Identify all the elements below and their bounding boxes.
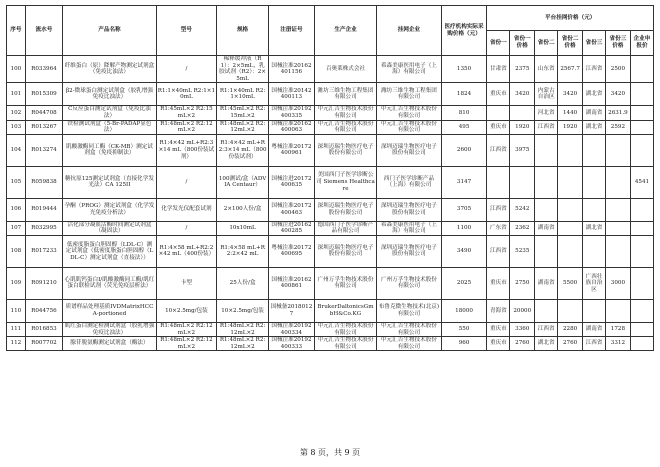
table-row (7, 134, 654, 166)
cell-reg: 国械备20180127 (269, 299, 315, 322)
cell-model: R1:4×58 mL+R2:2×42 mL（400份装） (156, 235, 216, 267)
cell-model: / (156, 221, 216, 235)
cell-flow: R033964 (25, 56, 62, 83)
cell-seq: 108 (7, 235, 26, 267)
cell-maker: 中元汇吉生物技术股份有限公司 (314, 337, 376, 351)
cell-price2 (558, 166, 583, 198)
table-row (7, 337, 654, 351)
cell-price3: 2592 (605, 120, 630, 134)
cell-company-apply (630, 120, 653, 134)
cell-lister: 中元汇吉生物技术股份有限公司 (377, 106, 441, 120)
cell-product: 低密度脂蛋白胆固醇（LDL-C）测定试剂盒（低密度脂蛋白胆固醇（LDL-C）测定试剂盒（直接法）） (63, 235, 157, 267)
header-spec: 规格 (217, 6, 269, 56)
cell-hospital-price: 3705 (441, 198, 487, 221)
cell-reg: 国械注进20172400635 (269, 166, 315, 198)
cell-hospital-price: 1100 (441, 221, 487, 235)
cell-spec: R1:48mL×2 R2:12mL×2 (217, 337, 269, 351)
header-product: 产品名称 (63, 6, 157, 56)
cell-province3 (583, 166, 606, 198)
cell-product: β2-微球蛋白测定试剂盒（胶乳增强免疫比浊法） (63, 83, 157, 106)
cell-reg: 粤械注准20172400695 (269, 235, 315, 267)
cell-seq: 109 (7, 267, 26, 299)
cell-province3 (583, 299, 606, 322)
cell-price3 (605, 299, 630, 322)
cell-hospital-price: 495 (441, 120, 487, 134)
cell-province2 (535, 299, 558, 322)
cell-price3: 2631.9 (605, 106, 630, 120)
table-row (7, 221, 654, 235)
cell-lister: 中元汇吉生物技术股份有限公司 (377, 322, 441, 336)
page-footer: 第 8 页，共 9 页 (299, 448, 361, 457)
header-seq: 序号 (7, 6, 26, 56)
cell-lister: 潍坊三维生物工程集团有限公司 (377, 83, 441, 106)
cell-hospital-price: 3147 (441, 166, 487, 198)
cell-spec: R1:4×42 mL+R2:3×14 mL（800份装试剂） (217, 134, 269, 166)
cell-product: 铁检测试剂盒（5-Br-PADAP显色法） (63, 120, 157, 134)
header-hospital-price: 医疗机构实际采购价格（元） (441, 6, 487, 56)
cell-province3: 湖北省 (583, 83, 606, 106)
cell-province1: 江西省 (487, 134, 510, 166)
table-row (7, 106, 654, 120)
cell-company-apply (630, 106, 653, 120)
cell-reg: 国械注准20142400113 (269, 83, 315, 106)
cell-product: 腺苷脱氨酶测定试剂盒（酶法） (63, 337, 157, 351)
cell-company-apply: 4541 (630, 166, 653, 198)
cell-product: 活化部分凝血活酶时间测定试剂盒（凝固法） (63, 221, 157, 235)
cell-model: 10×2.5mg/包装 (156, 299, 216, 322)
cell-price1 (510, 106, 535, 120)
cell-price2: 2280 (558, 322, 583, 336)
cell-company-apply (630, 83, 653, 106)
header-flow: 流水号 (25, 6, 62, 56)
cell-model: R1:48mL×2 R2:12mL×2 (156, 120, 216, 134)
cell-spec: R1:48mL×2 R2:12mL×2 (217, 322, 269, 336)
cell-spec: 25人份/盒 (217, 267, 269, 299)
cell-price3 (605, 198, 630, 221)
cell-maker: 深圳迈瑞生物医疗电子股份有限公司 (314, 235, 376, 267)
cell-province2: 河北省 (535, 106, 558, 120)
cell-company-apply (630, 322, 653, 336)
cell-model: 卡型 (156, 267, 216, 299)
cell-province1: 江西省 (487, 198, 510, 221)
cell-province1: 重庆市 (487, 83, 510, 106)
cell-maker: 深圳迈瑞生物医疗电子股份有限公司 (314, 134, 376, 166)
cell-province1: 重庆市 (487, 267, 510, 299)
cell-province2: 湖南省 (535, 221, 558, 235)
header-company-apply: 企业申报价 (630, 31, 653, 56)
cell-hospital-price: 3490 (441, 235, 487, 267)
cell-province2 (535, 134, 558, 166)
cell-model: / (156, 166, 216, 198)
cell-reg: 国械注准20162400861 (269, 267, 315, 299)
table-row (7, 198, 654, 221)
cell-price1: 3420 (510, 83, 535, 106)
header-price1: 省份一价格 (510, 31, 535, 56)
cell-lister: 布鲁克微生物技术(北京)有限公司 (377, 299, 441, 322)
cell-flow: R091210 (25, 267, 62, 299)
cell-maker: 美国西门子医学诊断公司 Siemens Healthcare (314, 166, 376, 198)
cell-province1: 重庆市 (487, 120, 510, 134)
cell-reg: 国械注准20162400063 (269, 120, 315, 134)
header-maker: 生产企业 (314, 6, 376, 56)
cell-maker: BrukerDaltonicsGmbH&Co.KG (314, 299, 376, 322)
cell-lister: 中元汇吉生物技术股份有限公司 (377, 337, 441, 351)
cell-company-apply (630, 299, 653, 322)
cell-product: 孕酮（PROG）测定试剂盒（化学发光免疫分析法） (63, 198, 157, 221)
header-price2: 省份二价格 (558, 31, 583, 56)
cell-province1 (487, 106, 510, 120)
cell-province1: 重庆市 (487, 337, 510, 351)
cell-price1: 5235 (510, 235, 535, 267)
cell-price2: 1920 (558, 120, 583, 134)
cell-model: R1:4×42 mL+R2:3×14 mL（800份装试剂） (156, 134, 216, 166)
cell-price1: 20000 (510, 299, 535, 322)
cell-product: 肌红蛋白测定检测试剂盒（胶乳增强免疫比浊法） (63, 322, 157, 336)
cell-flow: R015309 (25, 83, 62, 106)
cell-seq: 102 (7, 106, 26, 120)
cell-seq: 104 (7, 134, 26, 166)
cell-seq: 112 (7, 337, 26, 351)
cell-lister: 希森美康医用电子（上海）有限公司 (377, 221, 441, 235)
cell-price1: 2760 (510, 337, 535, 351)
cell-model: R1:48mL×2 R2:12mL×2 (156, 322, 216, 336)
cell-lister: 深圳迈瑞生物医疗电子股份有限公司 (377, 198, 441, 221)
cell-lister: 西门子医学诊断产品（上海）有限公司 (377, 166, 441, 198)
cell-model: R1:48mL×2 R2:12mL×2 (156, 337, 216, 351)
cell-price3 (605, 221, 630, 235)
cell-price1: 3975 (510, 134, 535, 166)
cell-price1: 2750 (510, 267, 535, 299)
cell-province2 (535, 166, 558, 198)
cell-spec: R1:4×58 mL+R2:2×42 mL (217, 235, 269, 267)
table-row (7, 83, 654, 106)
header-model: 型号 (156, 6, 216, 56)
cell-hospital-price: 1824 (441, 83, 487, 106)
cell-reg: 国械注准20162401156 (269, 56, 315, 83)
cell-maker: 深圳迈瑞生物医疗电子股份有限公司 (314, 198, 376, 221)
cell-province3: 湖南省 (583, 322, 606, 336)
cell-reg: 国械注准20192400334 (269, 322, 315, 336)
cell-price2: 5500 (558, 267, 583, 299)
cell-price2 (558, 198, 583, 221)
cell-seq: 105 (7, 166, 26, 198)
cell-price2 (558, 134, 583, 166)
cell-price1 (510, 166, 535, 198)
cell-model: R1:45mL×2 R2:15mL×2 (156, 106, 216, 120)
cell-price2: 2760 (558, 337, 583, 351)
table-row (7, 299, 654, 322)
cell-price3 (605, 235, 630, 267)
cell-company-apply (630, 337, 653, 351)
cell-reg: 国械注准20192400335 (269, 106, 315, 120)
cell-spec: 100测试/盒（ADVIA Centaur） (217, 166, 269, 198)
header-province3: 省份三 (583, 31, 606, 56)
cell-province2: 山东省 (535, 56, 558, 83)
cell-product: C反应蛋白测定试剂盒（免疫比浊法） (63, 106, 157, 120)
cell-seq: 111 (7, 322, 26, 336)
cell-company-apply (630, 267, 653, 299)
cell-hospital-price: 960 (441, 337, 487, 351)
cell-model: 化学发光仪配套试剂 (156, 198, 216, 221)
cell-price3: 2500 (605, 56, 630, 83)
cell-company-apply (630, 235, 653, 267)
cell-product: 纤维蛋白（原）降解产物测定试剂盒（免疫比浊法） (63, 56, 157, 83)
cell-price3 (605, 134, 630, 166)
cell-maker: 百奥莱株式会社 (314, 56, 376, 83)
header-platform: 平台挂网价格（元） (487, 6, 654, 31)
cell-flow: R017233 (25, 235, 62, 267)
cell-seq: 107 (7, 221, 26, 235)
cell-lister: 深圳迈瑞生物医疗电子股份有限公司 (377, 134, 441, 166)
cell-model: R1:1×40mL R2:1×10mL (156, 83, 216, 106)
cell-price3 (605, 166, 630, 198)
table-row (7, 267, 654, 299)
cell-flow: R019444 (25, 198, 62, 221)
cell-price3: 1728 (605, 322, 630, 336)
table-row (7, 235, 654, 267)
table-row (7, 166, 654, 198)
cell-province1: 重庆市 (487, 322, 510, 336)
cell-seq: 110 (7, 299, 26, 322)
header-province2: 省份二 (535, 31, 558, 56)
header-price3: 省份三价格 (605, 31, 630, 56)
cell-hospital-price: 2025 (441, 267, 487, 299)
cell-product: 糖抗原125测定试剂盒（直接化学发光法）CA 125II (63, 166, 157, 198)
cell-flow: R032995 (25, 221, 62, 235)
cell-company-apply (630, 221, 653, 235)
cell-company-apply (630, 56, 653, 83)
table-row (7, 322, 654, 336)
cell-hospital-price: 1350 (441, 56, 487, 83)
cell-reg: 粤械注准20172400961 (269, 134, 315, 166)
cell-price2: 3420 (558, 83, 583, 106)
cell-province2: 江西省 (535, 120, 558, 134)
header-reg: 注册证号 (269, 6, 315, 56)
cell-price2: 2567.7 (558, 56, 583, 83)
cell-seq: 100 (7, 56, 26, 83)
cell-price2 (558, 299, 583, 322)
cell-province1 (487, 166, 510, 198)
cell-company-apply (630, 134, 653, 166)
cell-province3 (583, 134, 606, 166)
cell-reg: 国械注准20172400463 (269, 198, 315, 221)
cell-province2: 湖南省 (535, 267, 558, 299)
cell-company-apply (630, 198, 653, 221)
cell-price2 (558, 235, 583, 267)
cell-maker: 潍坊三维生物工程集团有限公司 (314, 83, 376, 106)
cell-product: 质谱样品处理基质IVDMatrixHCCA-portioned (63, 299, 157, 322)
table-row (7, 120, 654, 134)
cell-lister: 中元汇吉生物技术股份有限公司 (377, 120, 441, 134)
cell-maker: 中元汇吉生物技术股份有限公司 (314, 120, 376, 134)
cell-province1: 江西省 (487, 235, 510, 267)
cell-maker: 德国西门子医学诊断产品有限公司 (314, 221, 376, 235)
header-lister: 挂网企业 (377, 6, 441, 56)
cell-spec: 10x10mL (217, 221, 269, 235)
cell-maker: 中元汇吉生物技术股份有限公司 (314, 106, 376, 120)
cell-price2 (558, 221, 583, 235)
cell-hospital-price: 550 (441, 322, 487, 336)
cell-hospital-price: 810 (441, 106, 487, 120)
document-page (6, 5, 654, 351)
cell-product: 肌酸激酶同工酶（CK-MB）测定试剂盒（免疫抑制法） (63, 134, 157, 166)
cell-price3: 3000 (605, 267, 630, 299)
cell-flow: R013274 (25, 134, 62, 166)
cell-seq: 106 (7, 198, 26, 221)
cell-price3: 3312 (605, 337, 630, 351)
cell-reg: 国械注进20162400285 (269, 221, 315, 235)
cell-province3: 江西省 (583, 56, 606, 83)
cell-province3: 湖南省 (583, 106, 606, 120)
cell-flow: R044708 (25, 106, 62, 120)
cell-province1: 甘肃省 (487, 56, 510, 83)
cell-province3: 湖北省 (583, 221, 606, 235)
cell-province2 (535, 235, 558, 267)
cell-spec: R1:45mL×2 R2:15mL×2 (217, 106, 269, 120)
cell-spec: R1:1×40mL R2:1×10mL (217, 83, 269, 106)
cell-product: 心肌肌钙蛋白I/肌酸激酶同工酶/肌红蛋白联检试剂（荧光免疫层析法） (63, 267, 157, 299)
cell-province3 (583, 198, 606, 221)
cell-price3: 3420 (605, 83, 630, 106)
cell-flow: R016853 (25, 322, 62, 336)
cell-flow: R013267 (25, 120, 62, 134)
cell-province3: 湖北省 (583, 120, 606, 134)
cell-province1: 广东省 (487, 221, 510, 235)
cell-spec: 稀释缓冲液（R1）：2×5mL，乳胶试剂（R2）：2×5mL (217, 56, 269, 83)
cell-province3: 江西省 (583, 337, 606, 351)
cell-hospital-price: 2600 (441, 134, 487, 166)
cell-price2: 1440 (558, 106, 583, 120)
cell-spec: 2×100人份/盒 (217, 198, 269, 221)
cell-flow: R007702 (25, 337, 62, 351)
cell-province2: 湖北省 (535, 337, 558, 351)
cell-hospital-price: 18000 (441, 299, 487, 322)
cell-price1: 5242 (510, 198, 535, 221)
cell-lister: 深圳迈瑞生物医疗电子股份有限公司 (377, 235, 441, 267)
cell-model: / (156, 56, 216, 83)
header-province1: 省份一 (487, 31, 510, 56)
cell-spec: R1:48mL×2 R2:12mL×2 (217, 120, 269, 134)
table-row (7, 56, 654, 83)
cell-price1: 1920 (510, 120, 535, 134)
cell-spec: 10×2.5mg/包装 (217, 299, 269, 322)
cell-province3: 广西壮族自治区 (583, 267, 606, 299)
cell-price1: 3360 (510, 322, 535, 336)
cell-province2: 内蒙古自治区 (535, 83, 558, 106)
cell-flow: R044756 (25, 299, 62, 322)
cell-price1: 2375 (510, 56, 535, 83)
cell-maker: 中元汇吉生物技术股份有限公司 (314, 322, 376, 336)
cell-reg: 国械注准20192400333 (269, 337, 315, 351)
cell-maker: 广州万孚生物技术股份有限公司 (314, 267, 376, 299)
cell-seq: 101 (7, 83, 26, 106)
cell-province2 (535, 198, 558, 221)
cell-lister: 希森美康医用电子（上海）有限公司 (377, 56, 441, 83)
cell-province2: 江西省 (535, 322, 558, 336)
cell-price1: 2362 (510, 221, 535, 235)
cell-lister: 广州万孚生物技术股份有限公司 (377, 267, 441, 299)
price-table (6, 5, 654, 351)
cell-province3 (583, 235, 606, 267)
cell-seq: 103 (7, 120, 26, 134)
cell-flow: R059838 (25, 166, 62, 198)
cell-province1: 青海省 (487, 299, 510, 322)
